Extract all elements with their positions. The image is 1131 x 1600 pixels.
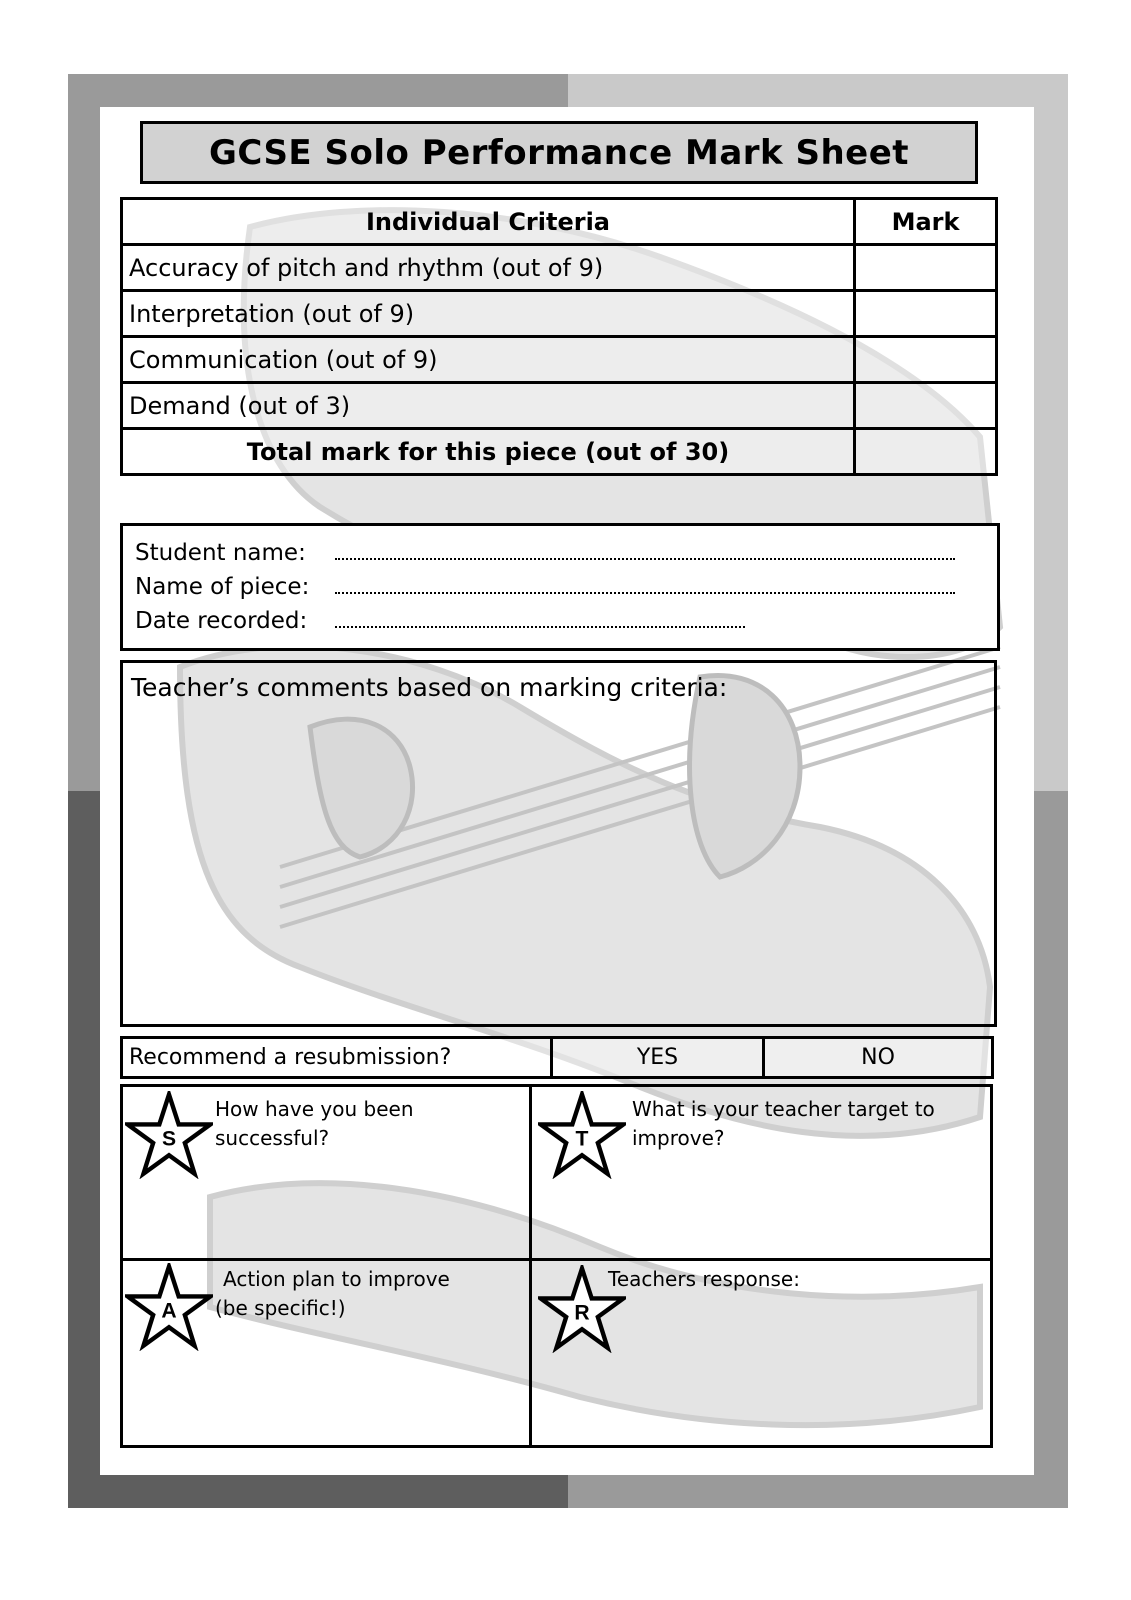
resubmission-row	[122, 1038, 993, 1078]
student-name-field[interactable]	[335, 540, 955, 560]
star-letter-r: R	[574, 1301, 590, 1325]
resubmission-yes[interactable]: YES	[552, 1038, 764, 1078]
piece-name-label: Name of piece:	[135, 574, 310, 600]
date-recorded-label: Date recorded:	[135, 608, 308, 634]
date-recorded-row	[135, 608, 745, 634]
target-question	[632, 1095, 935, 1153]
action-plan-prompt	[215, 1265, 450, 1323]
teacher-comments-box[interactable]	[120, 660, 997, 1027]
star-icon	[538, 1091, 626, 1179]
star-icon	[125, 1263, 213, 1351]
criterion-communication: Communication (out of 9)	[122, 337, 855, 383]
table-row	[122, 337, 997, 383]
table-row	[122, 383, 997, 429]
total-label: Total mark for this piece (out of 30)	[122, 429, 855, 475]
resubmission-table	[120, 1036, 994, 1079]
mark-cell-total[interactable]	[855, 429, 997, 475]
criteria-table	[120, 197, 998, 476]
mark-cell-interpretation[interactable]	[855, 291, 997, 337]
star-feedback-grid	[120, 1084, 993, 1448]
star-letter-a: A	[161, 1299, 177, 1323]
teacher-comments-label: Teacher’s comments based on marking criteria:	[131, 673, 728, 702]
sheet-title: GCSE Solo Performance Mark Sheet	[140, 121, 978, 184]
action-plan-line2: (be specific!)	[215, 1296, 346, 1320]
criterion-interpretation: Interpretation (out of 9)	[122, 291, 855, 337]
action-plan-cell[interactable]	[123, 1261, 529, 1445]
target-question-line2: improve?	[632, 1126, 725, 1150]
piece-name-field[interactable]	[335, 574, 955, 594]
teacher-response-cell[interactable]	[532, 1261, 990, 1445]
mark-cell-accuracy[interactable]	[855, 245, 997, 291]
target-question-line1: What is your teacher target to	[632, 1097, 935, 1121]
resubmission-no[interactable]: NO	[764, 1038, 993, 1078]
criteria-header: Individual Criteria	[122, 199, 855, 245]
star-letter-s: S	[161, 1127, 177, 1151]
mark-cell-demand[interactable]	[855, 383, 997, 429]
student-name-label: Student name:	[135, 540, 306, 566]
date-recorded-field[interactable]	[335, 608, 745, 628]
criteria-header-row	[122, 199, 997, 245]
criterion-demand: Demand (out of 3)	[122, 383, 855, 429]
star-letter-t: T	[575, 1127, 589, 1151]
mark-sheet	[100, 107, 1034, 1475]
teacher-response-label: Teachers response:	[608, 1267, 800, 1291]
table-row	[122, 291, 997, 337]
mark-header: Mark	[855, 199, 997, 245]
mark-cell-communication[interactable]	[855, 337, 997, 383]
student-name-row	[135, 540, 955, 566]
table-row	[122, 245, 997, 291]
criterion-accuracy: Accuracy of pitch and rhythm (out of 9)	[122, 245, 855, 291]
successful-question: How have you been successful?	[215, 1097, 414, 1150]
action-plan-line1: Action plan to improve	[223, 1267, 450, 1291]
piece-name-row	[135, 574, 955, 600]
resubmission-question: Recommend a resubmission?	[122, 1038, 552, 1078]
successful-cell[interactable]	[123, 1087, 529, 1258]
target-cell[interactable]	[532, 1087, 990, 1258]
student-details-box	[120, 523, 1000, 651]
total-row	[122, 429, 997, 475]
star-icon	[125, 1091, 213, 1179]
